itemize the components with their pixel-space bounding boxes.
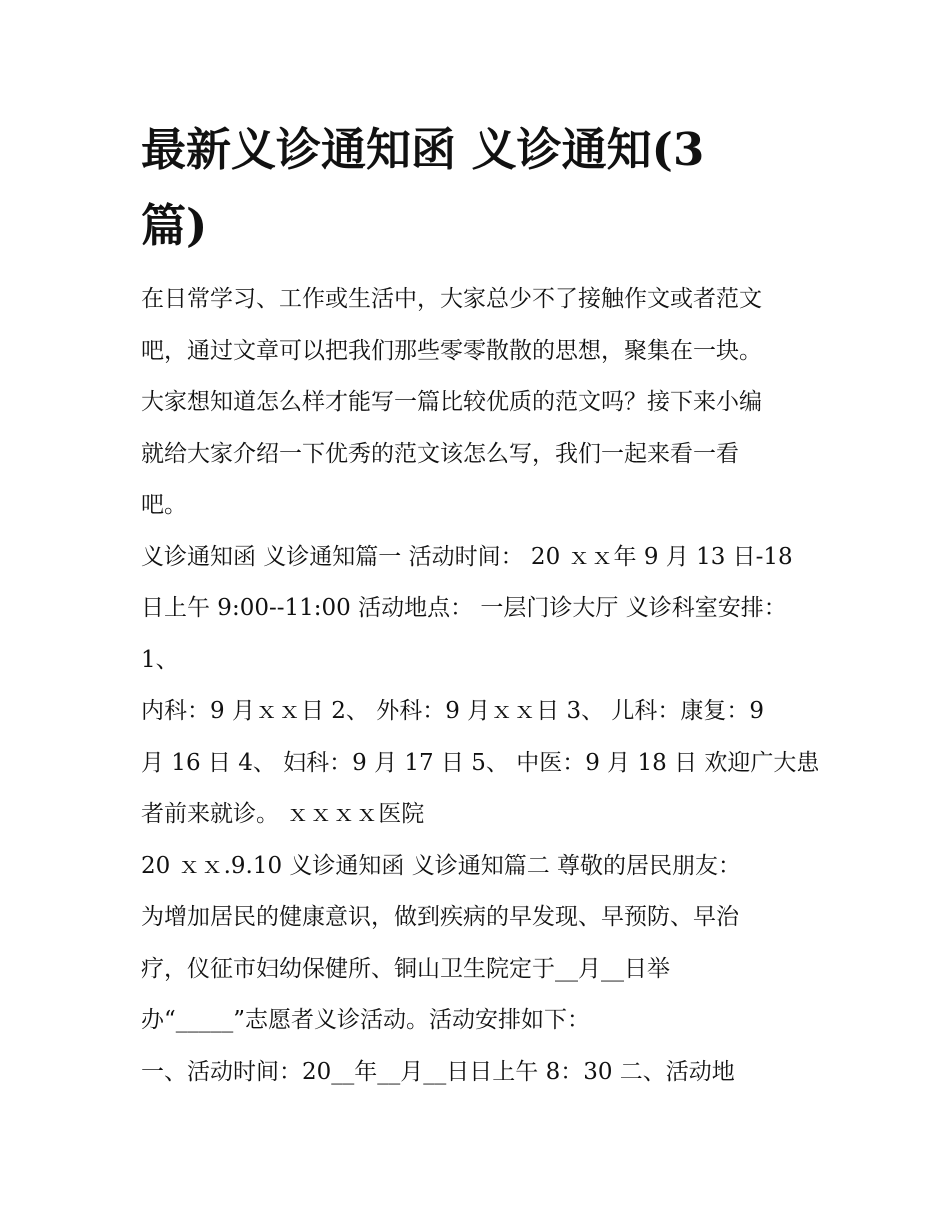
body-line: 20 ｘｘ.9.10 义诊通知函 义诊通知篇二 尊敬的居民朋友： <box>141 852 742 879</box>
body-line: 为增加居民的健康意识，做到疾病的早发现、早预防、早治 <box>141 904 739 930</box>
body-line: 吧，通过文章可以把我们那些零零散散的思想，聚集在一块。 <box>141 337 762 364</box>
body-line: 者前来就诊。 ｘｘｘｘ医院 <box>141 801 425 827</box>
body-line: 疗，仪征市妇幼保健所、铜山卫生院定于__月__日举 <box>141 955 670 982</box>
body-line: 大家想知道怎么样才能写一篇比较优质的范文吗？接下来小编 <box>141 389 762 415</box>
body-line: 在日常学习、工作或生活中，大家总少不了接触作文或者范文 <box>141 286 762 312</box>
body-line: 办“_____”志愿者义诊活动。活动安排如下： <box>141 1007 591 1033</box>
body-line: 一、活动时间：20__年__月__日日上午 8：30 二、活动地 <box>141 1058 735 1085</box>
title-line: 最新义诊通知函 义诊通知(3 <box>141 123 705 176</box>
document-title <box>141 112 801 264</box>
body-line: 义诊通知函 义诊通知篇一 活动时间： 20 ｘｘ年 9 月 13 日-18 <box>141 543 793 570</box>
title-line: 篇) <box>141 199 208 252</box>
body-line: 1、 <box>141 646 179 673</box>
body-line: 月 16 日 4、 妇科：9 月 17 日 5、 中医：9 月 18 日 欢迎广大患 <box>141 749 820 776</box>
document-body <box>141 274 841 1098</box>
body-line: 内科：9 月ｘｘ日 2、 外科：9 月ｘｘ日 3、 儿科：康复：9 <box>141 698 765 724</box>
body-line: 日上午 9:00--11:00 活动地点： 一层门诊大厅 义诊科室安排： <box>141 595 787 621</box>
body-line: 就给大家介绍一下优秀的范文该怎么写，我们一起来看一看 <box>141 440 739 467</box>
body-line: 吧。 <box>141 492 187 518</box>
